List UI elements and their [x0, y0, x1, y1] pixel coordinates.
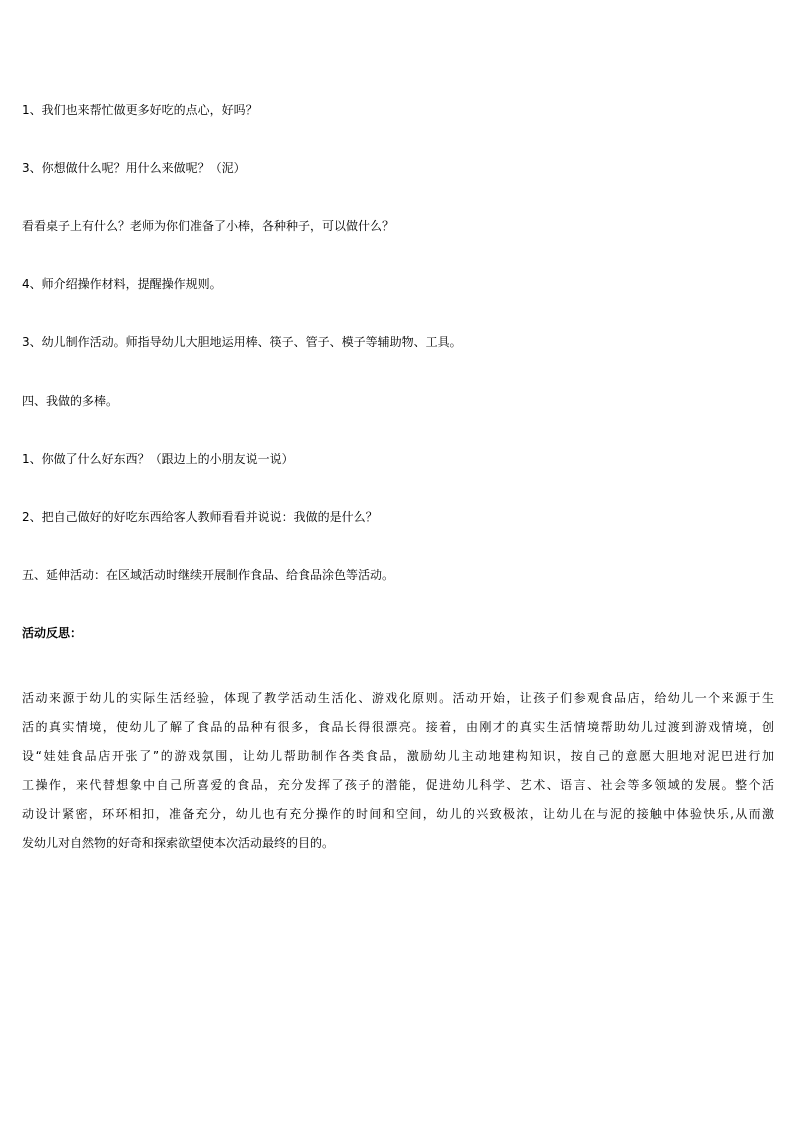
step-help-make-snacks: 1、我们也来帮忙做更多好吃的点心，好吗？: [22, 103, 258, 117]
section-four-heading: 四、我做的多棒。: [22, 394, 119, 408]
step-introduce-materials: 4、师介绍操作材料，提醒操作规则。: [22, 277, 222, 291]
step-look-at-table: 看看桌子上有什么？老师为你们准备了小棒，各种种子，可以做什么？: [22, 219, 395, 233]
section-five-extension: 五、延伸活动：在区域活动时继续开展制作食品、给食品涂色等活动。: [22, 568, 395, 582]
step-show-to-guests: 2、把自己做好的好吃东西给客人教师看看并说说：我做的是什么？: [22, 510, 378, 524]
step-what-to-make: 3、你想做什么呢？用什么来做呢？（泥）: [22, 161, 246, 175]
reflection-heading: 活动反思：: [22, 626, 83, 640]
reflection-paragraph: [22, 684, 774, 858]
reflection-line: 工操作，来代替想象中自己所喜爱的食品，充分发挥了孩子的潜能，促进幼儿科学、艺术、语言、社会等多领域的发展。整个活: [22, 778, 774, 792]
step-what-did-you-make: 1、你做了什么好东西？（跟边上的小朋友说一说）: [22, 452, 294, 466]
reflection-line: 发幼儿对自然物的好奇和探索欲望使本次活动最终的目的。: [22, 836, 335, 850]
reflection-line: 动设计紧密，环环相扣，准备充分，幼儿也有充分操作的时间和空间，幼儿的兴致极浓，让幼儿在与泥的接触中体验快乐,从而激: [22, 807, 774, 821]
reflection-line: 活的真实情境，使幼儿了解了食品的品种有很多，食品长得很漂亮。接着，由刚才的真实生活情境帮助幼儿过渡到游戏情境，创: [22, 720, 774, 734]
reflection-line: 设“娃娃食品店开张了”的游戏氛围，让幼儿帮助制作各类食品，激励幼儿主动地建构知识，按自己的意愿大胆地对泥巴进行加: [22, 749, 774, 763]
reflection-line: 活动来源于幼儿的实际生活经验，体现了教学活动生活化、游戏化原则。活动开始，让孩子们参观食品店，给幼儿一个来源于生: [22, 691, 774, 705]
step-children-make: 3、幼儿制作活动。师指导幼儿大胆地运用棒、筷子、管子、模子等辅助物、工具。: [22, 335, 462, 349]
